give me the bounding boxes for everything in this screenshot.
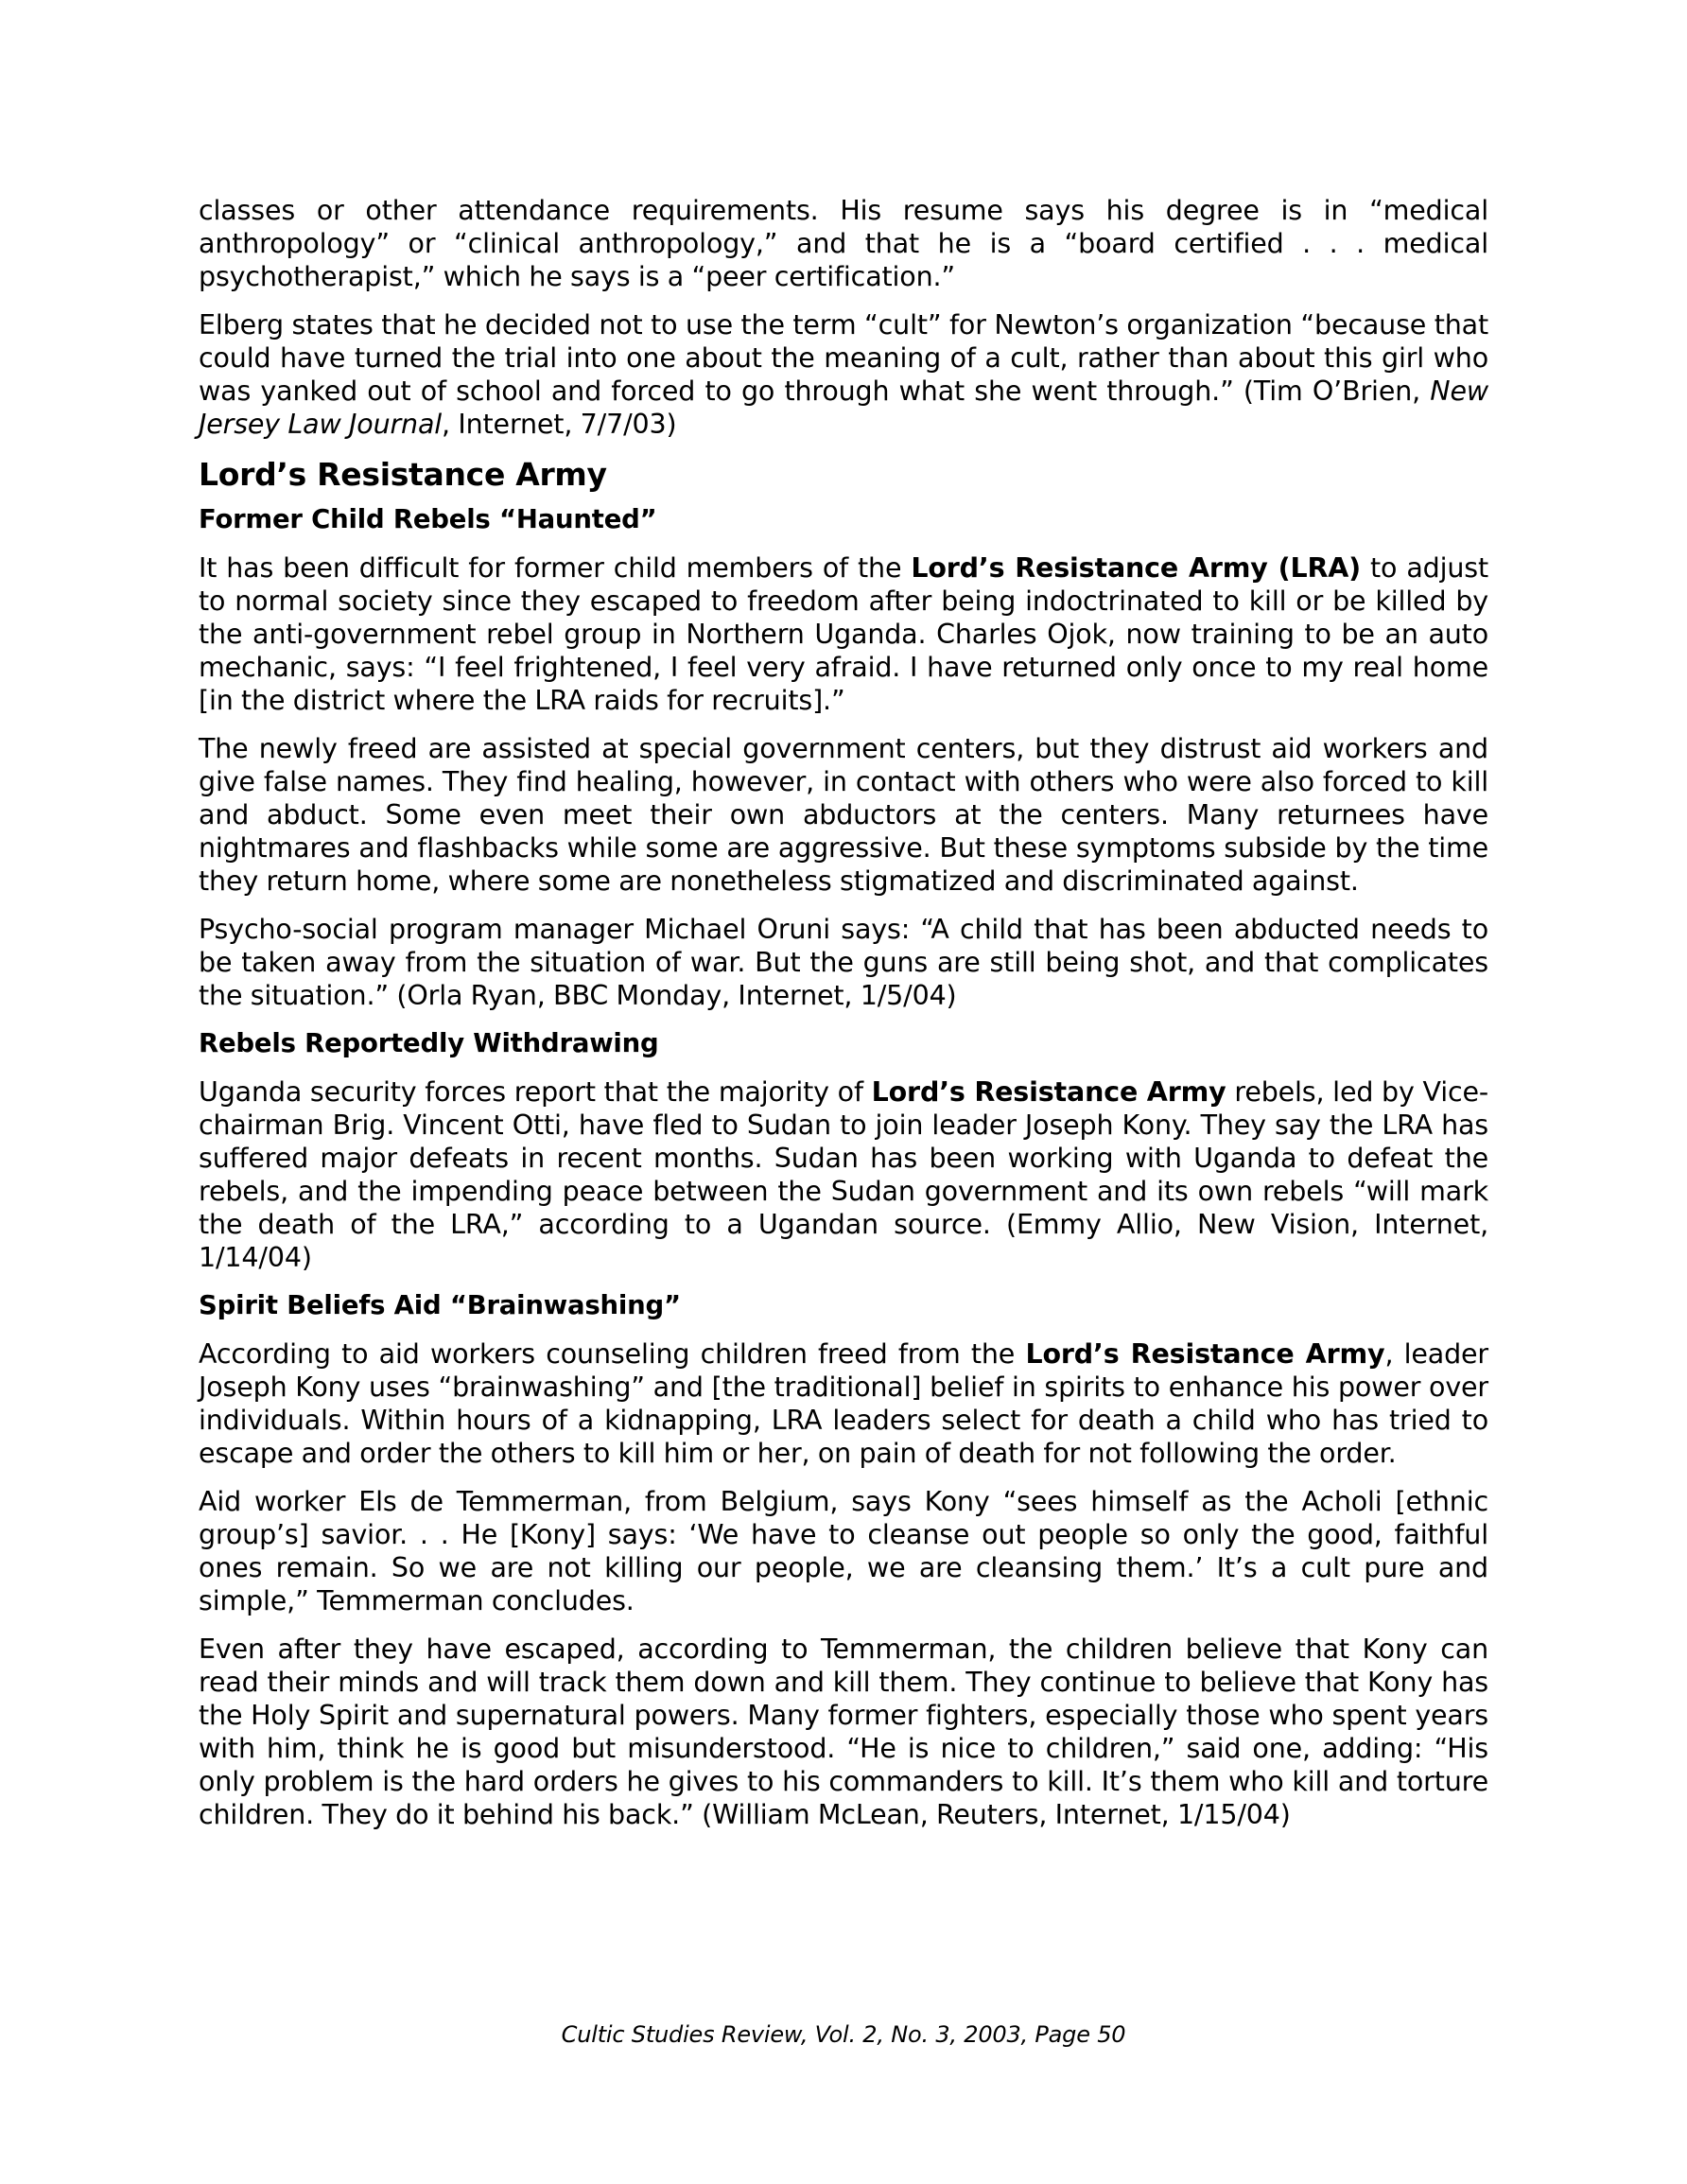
paragraph (199, 1337, 1488, 1470)
subsection-heading: Former Child Rebels “Haunted” (199, 504, 657, 534)
page-body (199, 194, 1488, 1846)
page-footer-citation: Cultic Studies Review, Vol. 2, No. 3, 2003, Page 50 (561, 2021, 1126, 2048)
paragraph (199, 551, 1488, 717)
section-heading: Lord’s Resistance Army (199, 456, 607, 493)
paragraph: Even after they have escaped, according to Temmerman, the children believe that Kony can read their minds and will track them down and kill them. They continue to believe that Kony has the Holy Spirit and supernatural powers. Many former fighters, especially those who spent years with him, think he is good but misunderstood. “He is nice to children,” said one, adding: “His only problem is the hard orders he gives to his commanders to kill. It’s them who kill and torture children. They do it behind his back.” (William McLean, Reuters, Internet, 1/15/04) (199, 1634, 1488, 1830)
paragraph-intro-continued: classes or other attendance requirements. His resume says his degree is in “medical anthropology” or “clinical anthropology,” and that he is a “board certified . . . medical psychotherapist,” which he says is a “peer certification.” (199, 195, 1488, 292)
text-segment: rebels, led by Vice-chairman Brig. Vincent Otti, have fled to Sudan to join leader Joseph Kony. They say the LRA has suffered major defeats in recent months. Sudan has been working with Uganda to defeat the rebels, and the impending peace between the Sudan government and its own rebels “will mark the death of the LRA,” according to a Ugandan source. (Emmy Allio, New Vision, Internet, 1/14/04) (199, 1076, 1489, 1273)
bold-organization-name: Lord’s Resistance Army (871, 1076, 1226, 1108)
text-segment: , Internet, 7/7/03) (442, 409, 677, 440)
text-segment: Uganda security forces report that the majority of (199, 1076, 872, 1108)
text-segment: It has been difficult for former child members of the (199, 552, 912, 584)
bold-organization-name: Lord’s Resistance Army (LRA) (911, 552, 1362, 584)
subsection-heading: Spirit Beliefs Aid “Brainwashing” (199, 1290, 681, 1320)
bold-organization-name: Lord’s Resistance Army (1025, 1338, 1385, 1370)
text-segment: Elberg states that he decided not to use the term “cult” for Newton’s organization “because that could have turned the trial into one about the meaning of a cult, rather than about this girl who was yanked out of school and forced to go through what she went through.” (Tim O’Brien, (199, 309, 1488, 407)
paragraph-elberg-quote (199, 308, 1488, 441)
paragraph (199, 1075, 1488, 1274)
paragraph: Psycho-social program manager Michael Oruni says: “A child that has been abducted needs to be taken away from the situation of war. But the guns are still being shot, and that complicates the situation.” (Orla Ryan, BBC Monday, Internet, 1/5/04) (199, 914, 1488, 1011)
publication-title: New Jersey Law Journal (199, 376, 1488, 440)
text-segment: to adjust to normal society since they escaped to freedom after being indoctrinated to kill or be killed by the anti-government rebel group in Northern Uganda. Charles Ojok, now training to be an auto mechanic, says: “I feel frightened, I feel very afraid. I have returned only once to my real home [in the district where the LRA raids for recruits].” (199, 552, 1488, 716)
subsection-heading: Rebels Reportedly Withdrawing (199, 1028, 659, 1058)
text-segment: According to aid workers counseling children freed from the (199, 1338, 1026, 1370)
paragraph: Aid worker Els de Temmerman, from Belgium, says Kony “sees himself as the Acholi [ethnic group’s] savior. . . He [Kony] says: ‘We have to cleanse out people so only the good, faithful ones remain. So we are not killing our people, we are cleansing them.’ It’s a cult pure and simple,” Temmerman concludes. (199, 1486, 1488, 1616)
text-segment: , leader Joseph Kony uses “brainwashing” and [the traditional] belief in spirits to enhance his power over individuals. Within hours of a kidnapping, LRA leaders select for death a child who has tried to escape and order the others to kill him or her, on pain of death for not following the order. (199, 1338, 1488, 1469)
paragraph: The newly freed are assisted at special government centers, but they distrust aid workers and give false names. They find healing, however, in contact with others who were also forced to kill and abduct. Some even meet their own abductors at the centers. Many returnees have nightmares and flashbacks while some are aggressive. But these symptoms subside by the time they return home, where some are nonetheless stigmatized and discriminated against. (199, 733, 1488, 897)
